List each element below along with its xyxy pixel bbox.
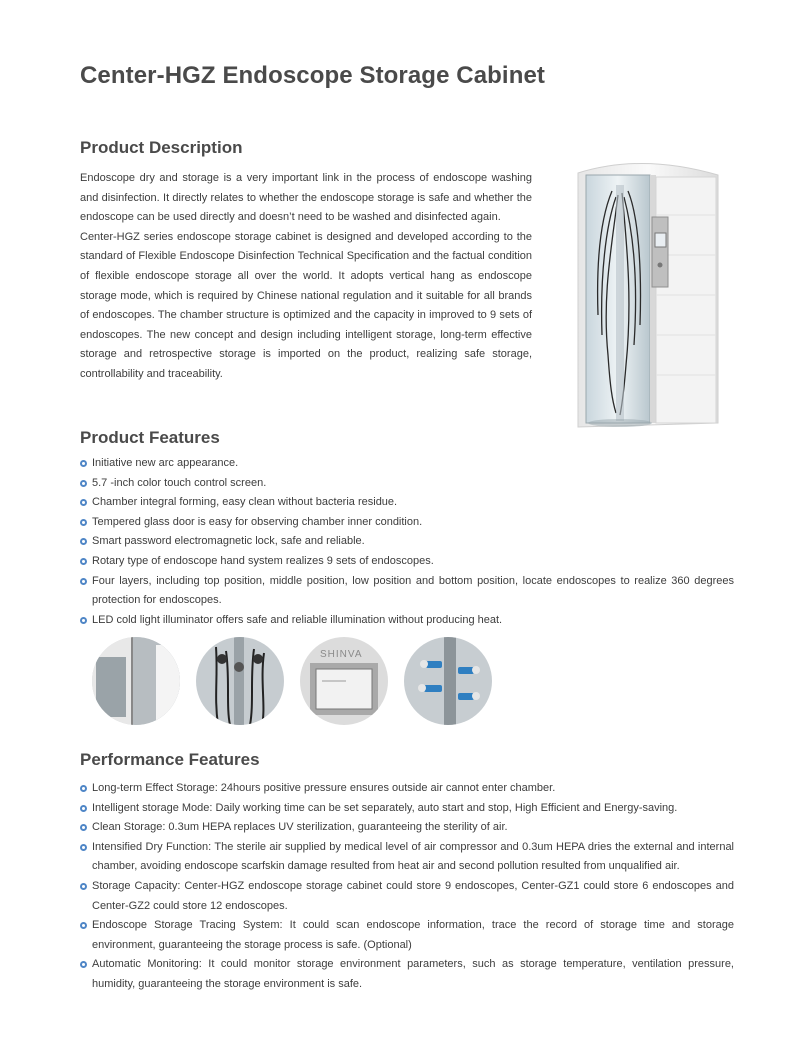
thumbnail-brand-label: SHINVA bbox=[320, 649, 363, 660]
product-description-heading: Product Description bbox=[80, 138, 243, 157]
list-item bbox=[80, 532, 734, 552]
bullet-icon bbox=[80, 922, 87, 929]
performance-text: Endoscope Storage Tracing System: It could scan endoscope information, trace the record of storage time and storage environment, guaranteeing the storage process is safe. (Optional) bbox=[92, 919, 734, 951]
feature-text: Chamber integral forming, easy clean without bacteria residue. bbox=[92, 496, 398, 509]
list-item bbox=[80, 513, 734, 533]
list-item bbox=[80, 818, 734, 838]
product-description-text bbox=[80, 169, 532, 385]
feature-text: 5.7 -inch color touch control screen. bbox=[92, 476, 267, 489]
bullet-icon bbox=[80, 785, 87, 792]
list-item bbox=[80, 955, 734, 994]
performance-text: Long-term Effect Storage: 24hours positive pressure ensures outside air cannot enter chamber. bbox=[92, 782, 556, 794]
performance-text: Storage Capacity: Center-HGZ endoscope storage cabinet could store 9 endoscopes, Center-GZ1 could store 6 endoscopes and Center-GZ2 could store 12 endoscopes. bbox=[92, 879, 734, 912]
performance-features-list bbox=[80, 779, 734, 995]
list-item bbox=[80, 779, 734, 799]
list-item bbox=[80, 799, 734, 819]
list-item bbox=[80, 916, 734, 955]
feature-text: LED cold light illuminator offers safe and reliable illumination without producing heat. bbox=[92, 613, 503, 626]
performance-text: Automatic Monitoring: It could monitor storage environment parameters, such as storage temperature, ventilation pressure, humidity, guaranteeing the storage environment is safe. bbox=[92, 958, 734, 990]
product-features-list bbox=[80, 454, 734, 630]
performance-text: Clean Storage: 0.3um HEPA replaces UV sterilization, guaranteeing the sterility of air. bbox=[92, 821, 508, 834]
list-item bbox=[80, 454, 734, 474]
description-paragraph: Endoscope dry and storage is a very important link in the process of endoscope washing and disinfection. It directly relates to whether the endoscope storage is safe and whether the endoscope can be used directly and doesn’t need to be washed and disinfected again. bbox=[80, 172, 532, 224]
page-title: Center-HGZ Endoscope Storage Cabinet bbox=[80, 62, 545, 89]
product-features-heading: Product Features bbox=[80, 428, 220, 447]
thumbnail-air-nozzles bbox=[404, 637, 492, 725]
list-item bbox=[80, 572, 734, 611]
list-item bbox=[80, 552, 734, 572]
bullet-icon bbox=[80, 883, 87, 890]
feature-text: Initiative new arc appearance. bbox=[92, 457, 239, 469]
bullet-icon bbox=[80, 538, 87, 545]
bullet-icon bbox=[80, 824, 87, 831]
bullet-icon bbox=[80, 844, 87, 851]
thumbnail-cabinet-corner bbox=[92, 637, 180, 725]
feature-text: Smart password electromagnetic lock, safe and reliable. bbox=[92, 535, 365, 548]
description-paragraph: Center-HGZ series endoscope storage cabinet is designed and developed according to the standard of Flexible Endoscope Disinfection Technical Specification and the factual condition of flexible endoscope storage all over the world. It adopts vertical hang as endoscope storage mode, which is required by Chinese national regulation and it suitable for all brands of endoscopes. The chamber structure is optimized and the capacity in improved to 9 sets of endoscopes. The new concept and design including intelligent storage, long-term effective storage and retrospective storage is imported on the product, realizing safe storage, controllability and traceability. bbox=[80, 230, 532, 380]
bullet-icon bbox=[80, 617, 87, 624]
list-item bbox=[80, 838, 734, 877]
bullet-icon bbox=[80, 805, 87, 812]
bullet-icon bbox=[80, 519, 87, 526]
bullet-icon bbox=[80, 558, 87, 565]
list-item bbox=[80, 474, 734, 494]
feature-text: Rotary type of endoscope hand system realizes 9 sets of endoscopes. bbox=[92, 554, 434, 567]
performance-text: Intelligent storage Mode: Daily working time can be set separately, auto start and stop, High Efficient and Energy-saving. bbox=[92, 801, 678, 814]
list-item bbox=[80, 877, 734, 916]
bullet-icon bbox=[80, 460, 87, 467]
detail-thumbnails bbox=[92, 637, 492, 727]
bullet-icon bbox=[80, 480, 87, 487]
performance-features-heading: Performance Features bbox=[80, 750, 260, 769]
list-item bbox=[80, 611, 734, 631]
thumbnail-touch-screen bbox=[300, 637, 388, 725]
performance-text: Intensified Dry Function: The sterile air supplied by medical level of air compressor and 0.3um HEPA dries the external and internal chamber, avoiding endoscope scarfskin damage resulted from heat air and second pollution resulted from unqualified air. bbox=[92, 840, 734, 873]
feature-text: Tempered glass door is easy for observing chamber inner condition. bbox=[92, 515, 423, 528]
thumbnail-endoscope-hangers bbox=[196, 637, 284, 725]
bullet-icon bbox=[80, 578, 87, 585]
bullet-icon bbox=[80, 499, 87, 506]
bullet-icon bbox=[80, 961, 87, 968]
cabinet-product-image bbox=[572, 155, 722, 440]
feature-text: Four layers, including top position, middle position, low position and bottom position, locate endoscopes to realize 360 degrees protection for endoscopes. bbox=[92, 574, 734, 607]
list-item bbox=[80, 493, 734, 513]
